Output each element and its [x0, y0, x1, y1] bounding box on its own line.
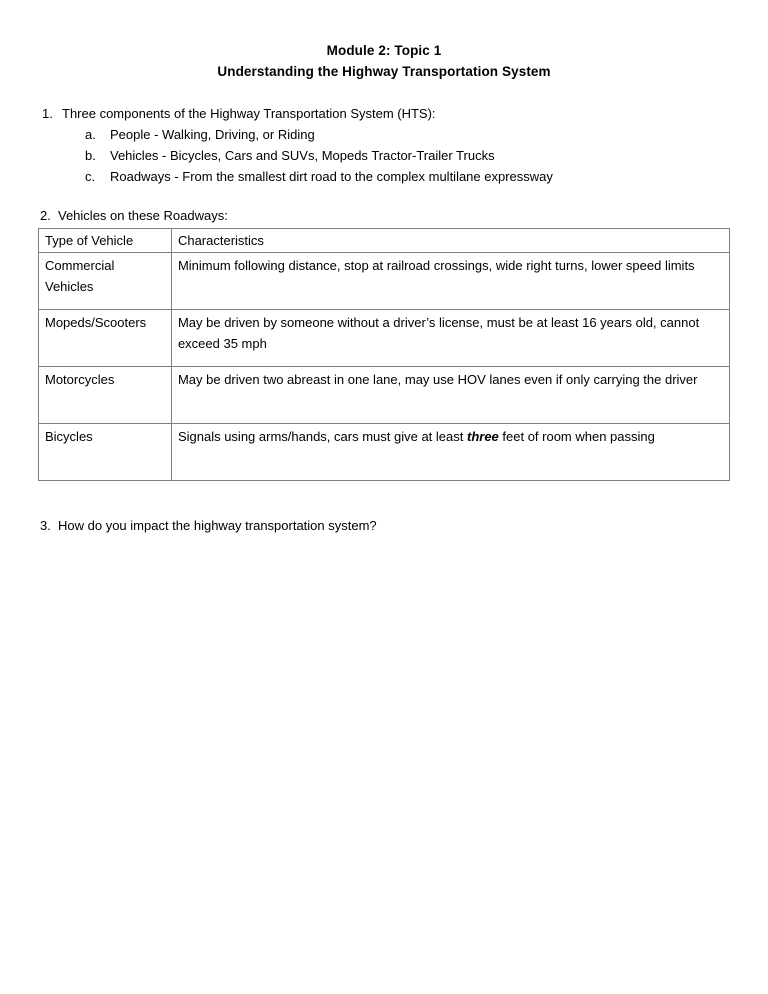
sublist-item-b — [38, 145, 730, 166]
list-item-1-sublist — [38, 124, 730, 187]
table-cell-vehicle-type: Motorcycles — [39, 367, 172, 424]
table-header-row — [39, 229, 730, 253]
table-row — [39, 310, 730, 367]
spacer-before-item-3 — [38, 481, 730, 515]
list-item-1 — [38, 103, 730, 124]
table-header-type-of-vehicle: Type of Vehicle — [39, 229, 172, 253]
sublist-item-a-text: People - Walking, Driving, or Riding — [110, 127, 315, 142]
spacer-before-item-2 — [38, 187, 730, 205]
table-cell-vehicle-type: Bicycles — [39, 424, 172, 481]
list-item-3-text: How do you impact the highway transportation system? — [58, 518, 377, 533]
vehicle-characteristics-table — [38, 228, 730, 481]
table-cell-vehicle-type: Mopeds/Scooters — [39, 310, 172, 367]
table-cell-characteristics: May be driven two abreast in one lane, may use HOV lanes even if only carrying the driver — [171, 367, 729, 424]
list-item-3-marker: 3. — [40, 518, 51, 533]
sublist-item-c-marker: c. — [85, 169, 96, 184]
document-body — [0, 103, 768, 536]
table-cell-characteristics: May be driven by someone without a driver’s license, must be at least 16 years old, cannot exceed 35 mph — [171, 310, 729, 367]
title-line-2: Understanding the Highway Transportation System — [217, 64, 551, 79]
list-item-3 — [38, 515, 730, 536]
table-cell-characteristics: Minimum following distance, stop at railroad crossings, wide right turns, lower speed limits — [171, 253, 729, 310]
list-item-2-marker: 2. — [40, 208, 51, 223]
list-item-2-text: Vehicles on these Roadways: — [58, 208, 228, 223]
sublist-item-b-marker: b. — [85, 148, 96, 163]
table-row — [39, 253, 730, 310]
sublist-item-b-text: Vehicles - Bicycles, Cars and SUVs, Mopeds Tractor-Trailer Trucks — [110, 148, 495, 163]
sublist-item-c-text: Roadways - From the smallest dirt road to the complex multilane expressway — [110, 169, 553, 184]
list-item-1-marker: 1. — [42, 106, 53, 121]
characteristics-text-before: Signals using arms/hands, cars must give at least — [177, 429, 467, 444]
sublist-item-c — [38, 166, 730, 187]
sublist-item-a — [38, 124, 730, 145]
table-row — [39, 424, 730, 481]
table-row — [39, 367, 730, 424]
list-item-2-heading — [38, 205, 730, 226]
table-cell-characteristics — [171, 424, 729, 481]
sublist-item-a-marker: a. — [85, 127, 96, 142]
document-title — [0, 0, 768, 82]
spacer-after-title — [0, 82, 768, 103]
table-header-characteristics: Characteristics — [171, 229, 729, 253]
characteristics-emphasis: three — [466, 429, 499, 444]
title-line-1: Module 2: Topic 1 — [326, 43, 442, 58]
characteristics-text-after: feet of room when passing — [498, 429, 655, 444]
list-item-1-text: Three components of the Highway Transportation System (HTS): — [62, 106, 436, 121]
table-cell-vehicle-type: Commercial Vehicles — [39, 253, 172, 310]
